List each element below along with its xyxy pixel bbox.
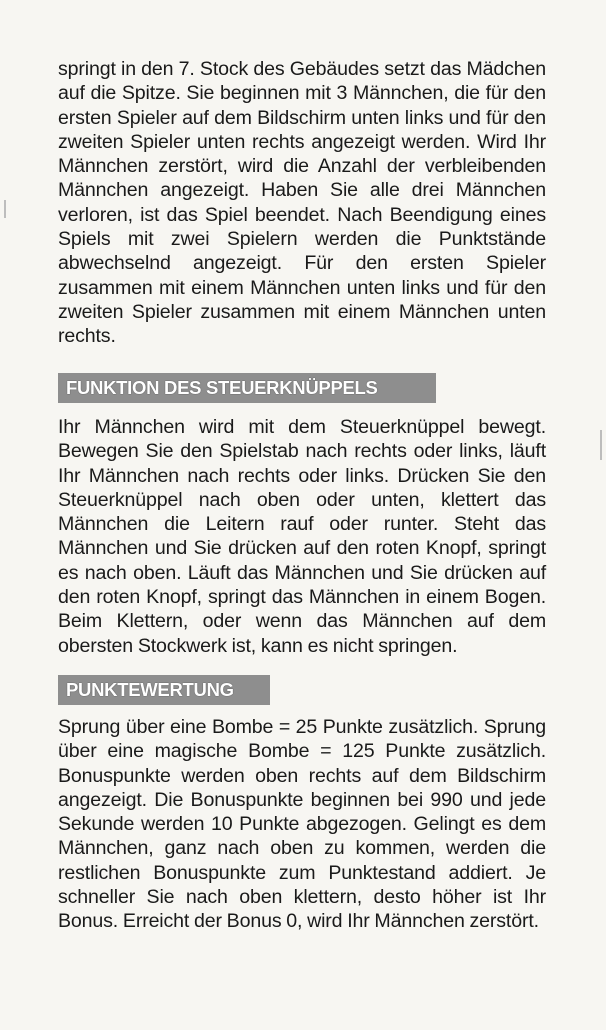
section-heading-joystick: FUNKTION DES STEUERKNÜPPELS	[58, 373, 436, 403]
scan-edge-mark	[4, 200, 6, 218]
scoring-paragraph: Sprung über eine Bombe = 25 Punkte zusätzlich. Sprung über eine magische Bombe = 125 Punkte zusätzlich. Bonuspunkte werden oben rechts auf dem Bildschirm angezeigt. Die Bonuspunkte beginnen bei 990 und jede Sekunde werden 10 Punkte abgezogen. Gelingt es dem Männchen, ganz nach oben zu kommen, werden die restlichen Bonuspunkte zum Punktestand addiert. Je schneller Sie nach oben klettern, desto höher ist Ihr Bonus. Erreicht der Bonus 0, wird Ihr Männchen zerstört.	[58, 716, 546, 933]
section-heading-scoring: PUNKTEWERTUNG	[58, 675, 270, 705]
scan-edge-mark	[600, 430, 602, 460]
joystick-paragraph: Ihr Männchen wird mit dem Steuerknüppel bewegt. Bewegen Sie den Spielstab nach rechts oder links, läuft Ihr Männchen nach rechts oder links. Drücken Sie den Steuerknüppel nach oben oder unten, klettert das Männchen die Leitern rauf oder runter. Steht das Männchen und Sie drücken auf den roten Knopf, springt es nach oben. Läuft das Männchen und Sie drücken auf den roten Knopf, springt das Männchen in einem Bogen. Beim Klettern, oder wenn das Männchen auf dem obersten Stockwerk ist, kann es nicht springen.	[58, 416, 546, 657]
intro-paragraph: springt in den 7. Stock des Gebäudes setzt das Mädchen auf die Spitze. Sie beginnen mit 3 Männchen, die für den ersten Spieler auf dem Bildschirm unten links und für den zweiten Spieler unten rechts angezeigt werden. Wird Ihr Männchen zerstört, wird die Anzahl der verbleibenden Männchen angezeigt. Haben Sie alle drei Männchen verloren, ist das Spiel beendet. Nach Beendigung eines Spiels mit zwei Spielern werden die Punktstände abwechselnd angezeigt. Für den ersten Spieler zusammen mit einem Männchen unten links und für den zweiten Spieler zusammen mit einem Männchen unten rechts.	[58, 58, 546, 348]
